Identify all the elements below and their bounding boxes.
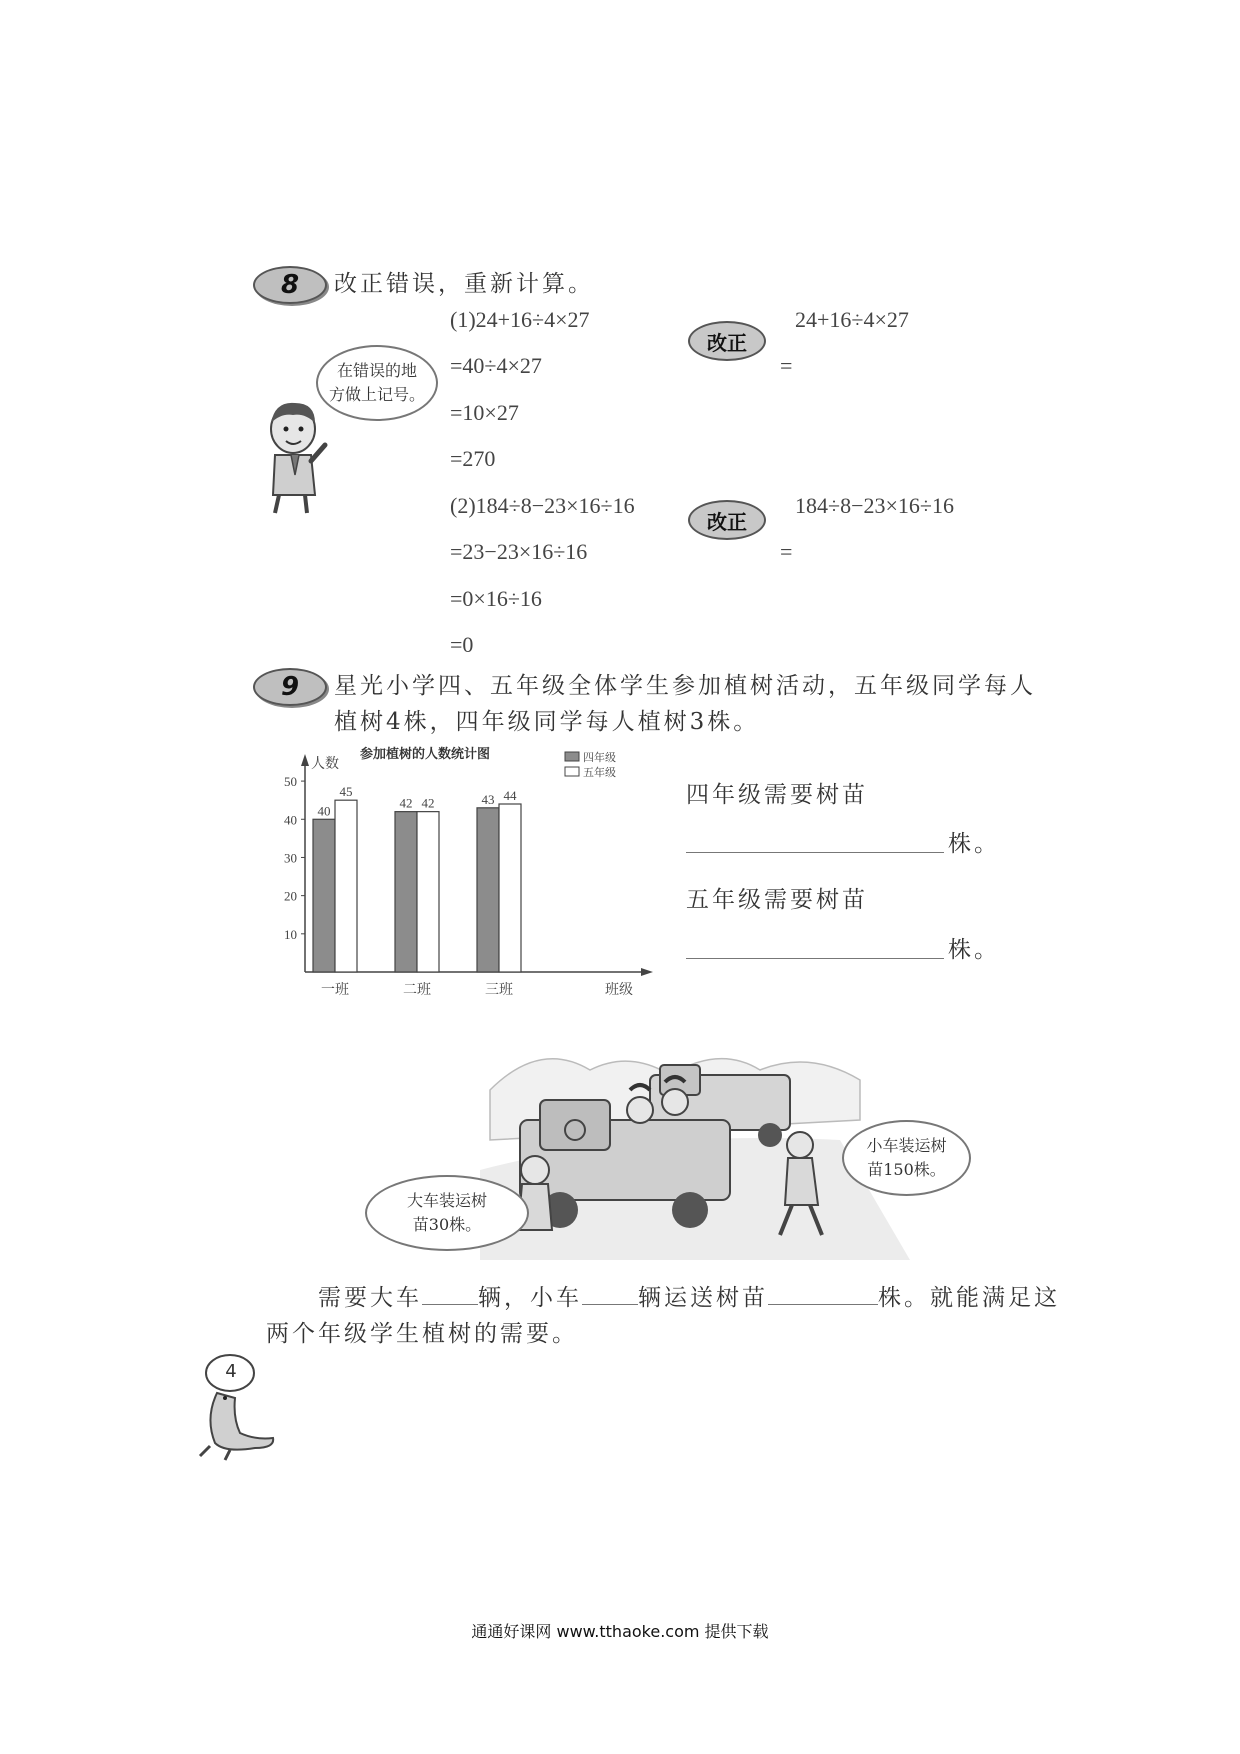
bar-value-label-3-1: 43	[481, 791, 495, 807]
question-9-line-1: 星光小学四、五年级全体学生参加植树活动，五年级同学每人	[334, 673, 1036, 699]
x-category-label-3: 三班	[485, 982, 513, 998]
y-tick-label-30: 30	[284, 850, 297, 866]
page-number: 4	[225, 1361, 237, 1382]
p1-step-2: =40÷4×27	[450, 353, 542, 378]
big-truck-line-1: 大车装运树	[406, 1191, 487, 1210]
bar-3-series-2	[499, 804, 521, 972]
p1-step-1: (1)24+16÷4×27	[450, 307, 590, 332]
bar-1-series-2	[335, 800, 357, 972]
y-tick-label-50: 50	[284, 774, 297, 790]
p2-step-1: (2)184÷8−23×16÷16	[450, 493, 635, 518]
fix-badge-1	[688, 321, 766, 361]
grade4-need-label: 四年级需要树苗	[686, 782, 868, 808]
grade4-unit: 株。	[948, 831, 1000, 857]
bar-2-series-2	[417, 812, 439, 972]
bar-value-label-1-1: 40	[317, 803, 331, 819]
grade4-answer-line[interactable]	[686, 850, 944, 853]
bar-2-series-1	[395, 812, 417, 972]
fix-badge-2	[688, 500, 766, 540]
chart-title: 参加植树的人数统计图	[360, 747, 491, 762]
grade5-need-label: 五年级需要树苗	[686, 887, 868, 913]
legend-swatch-grade4	[565, 752, 579, 761]
p1-correct-eq: =	[780, 353, 793, 378]
y-axis-arrow	[301, 754, 309, 766]
y-tick-label-40: 40	[284, 812, 297, 828]
bar-value-label-2-1: 42	[399, 795, 413, 811]
question-9-line-2: 植树4株，四年级同学每人植树3株。	[334, 709, 760, 735]
p1-correct-expr: 24+16÷4×27	[795, 307, 909, 332]
seedling-count-blank[interactable]	[768, 1278, 878, 1305]
p2-step-3: =0×16÷16	[450, 586, 542, 611]
big-truck-line-2: 苗30株。	[412, 1215, 482, 1234]
question-9-number: 9	[280, 672, 300, 702]
fix-label-2: 改正	[707, 509, 747, 534]
x-axis-arrow	[641, 968, 653, 976]
bar-3-series-1	[477, 808, 499, 972]
x-category-label-1: 一班	[321, 982, 349, 998]
p2-step-2: =23−23×16÷16	[450, 539, 588, 564]
question-9-badge	[253, 668, 327, 706]
hint-line-2: 方做上记号。	[328, 385, 425, 404]
final-part-4: 株。就能满足这	[878, 1285, 1060, 1311]
legend-swatch-grade5	[565, 767, 579, 776]
small-truck-bubble	[842, 1120, 971, 1196]
p1-step-3: =10×27	[450, 400, 519, 425]
boy-illustration	[255, 395, 335, 515]
legend-label-grade5: 五年级	[583, 766, 616, 779]
footer-watermark: 通通好课网 www.tthaoke.com 提供下载	[471, 1622, 769, 1641]
bar-value-label-1-2: 45	[339, 784, 353, 800]
p2-correct-expr: 184÷8−23×16÷16	[795, 493, 954, 518]
fix-label-1: 改正	[707, 330, 747, 355]
p2-correct-eq: =	[780, 539, 793, 564]
final-part-3: 辆运送树苗	[638, 1285, 768, 1311]
hint-line-1: 在错误的地	[336, 361, 417, 380]
legend-label-grade4: 四年级	[583, 751, 616, 764]
x-axis-label: 班级	[605, 982, 633, 998]
y-tick-label-20: 20	[284, 888, 297, 904]
question-8-badge	[253, 266, 327, 304]
big-truck-count-blank[interactable]	[422, 1278, 478, 1305]
small-truck-line-2: 苗150株。	[867, 1160, 946, 1179]
small-truck-count-blank[interactable]	[582, 1278, 638, 1305]
y-axis-label: 人数	[311, 756, 339, 772]
grade5-answer-line[interactable]	[686, 956, 944, 959]
final-part-2: 辆，小车	[478, 1285, 582, 1311]
p2-step-4: =0	[450, 632, 474, 657]
hint-bubble	[316, 345, 438, 421]
final-question-line-2: 两个年级学生植树的需要。	[266, 1321, 578, 1347]
question-8-title: 改正错误，重新计算。	[334, 271, 594, 297]
question-8-number: 8	[280, 270, 300, 300]
bar-value-label-2-2: 42	[421, 795, 435, 811]
final-question-line-1	[318, 1278, 1060, 1316]
bar-value-label-3-2: 44	[503, 788, 517, 803]
final-part-1: 需要大车	[318, 1285, 422, 1311]
x-category-label-2: 二班	[403, 982, 431, 998]
bar-chart	[265, 742, 665, 1002]
p1-step-4: =270	[450, 446, 496, 471]
small-truck-line-1: 小车装运树	[866, 1136, 947, 1155]
y-tick-label-10: 10	[284, 926, 297, 942]
grade5-unit: 株。	[948, 937, 1000, 963]
bar-1-series-1	[313, 819, 335, 972]
big-truck-bubble	[365, 1175, 529, 1251]
